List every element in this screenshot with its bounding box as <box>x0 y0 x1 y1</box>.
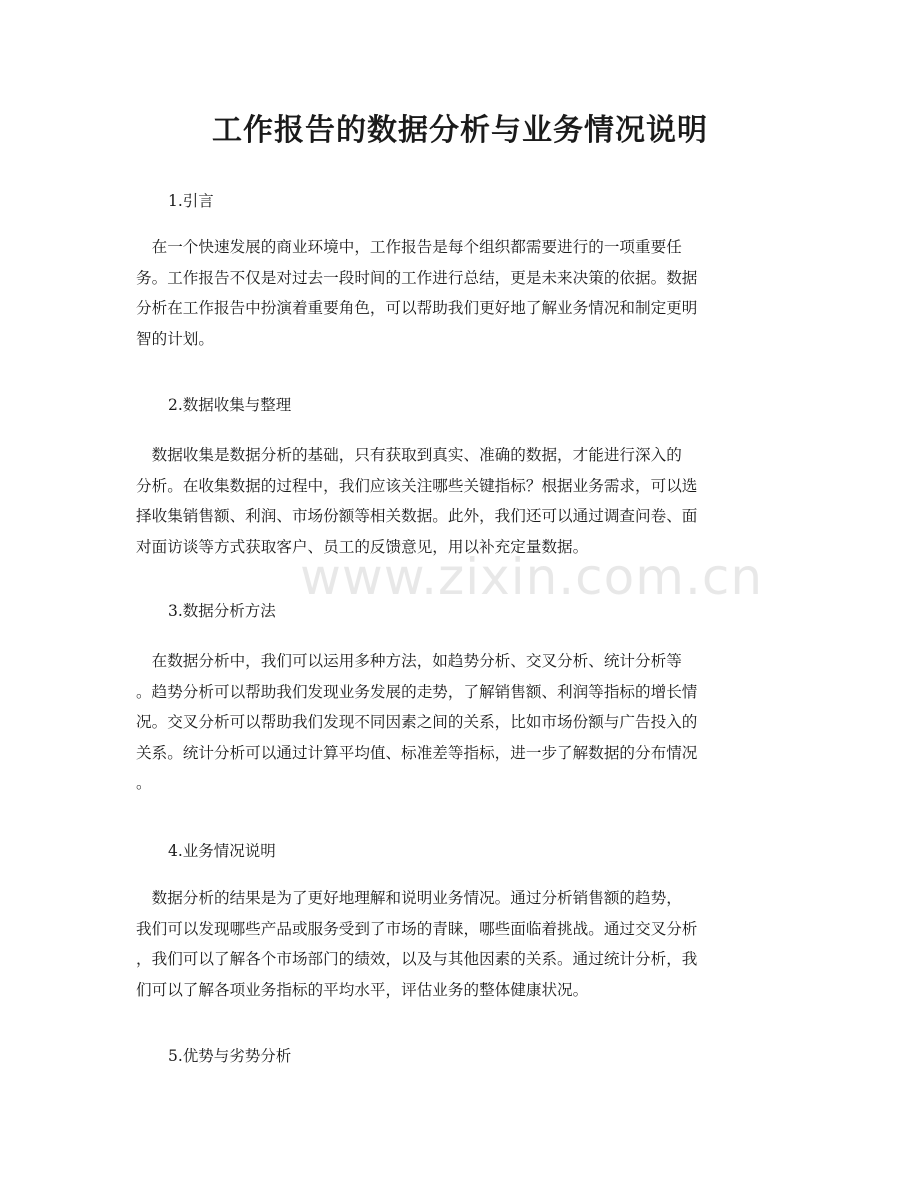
paragraph-line: 。 <box>136 774 152 792</box>
paragraph-line: 对面访谈等方式获取客户、员工的反馈意见，用以补充定量数据。 <box>136 537 589 556</box>
section-heading-5: 5.优势与劣势分析 <box>168 1047 292 1065</box>
paragraph-line: 数据分析的结果是为了更好地理解和说明业务情况。通过分析销售额的趋势， <box>136 889 682 907</box>
paragraph-line: 智的计划。 <box>136 329 214 348</box>
paragraph-line: 数据收集是数据分析的基础，只有获取到真实、准确的数据，才能进行深入的 <box>136 446 682 464</box>
section-paragraph-2 <box>136 440 784 562</box>
paragraph-line: 分析。在收集数据的过程中，我们应该关注哪些关键指标？根据业务需求，可以选 <box>136 476 698 495</box>
section-heading-1: 1.引言 <box>168 192 214 210</box>
section-heading-2: 2.数据收集与整理 <box>168 396 292 414</box>
section-paragraph-3 <box>136 646 784 799</box>
paragraph-line: 务。工作报告不仅是对过去一段时间的工作进行总结，更是未来决策的依据。数据 <box>136 268 698 287</box>
paragraph-line: 在一个快速发展的商业环境中，工作报告是每个组织都需要进行的一项重要任 <box>136 238 682 256</box>
paragraph-line: 们可以了解各项业务指标的平均水平，评估业务的整体健康状况。 <box>136 980 589 999</box>
paragraph-line: 况。交叉分析可以帮助我们发现不同因素之间的关系，比如市场份额与广告投入的 <box>136 713 698 731</box>
paragraph-line: 。趋势分析可以帮助我们发现业务发展的走势，了解销售额、利润等指标的增长情 <box>136 682 698 701</box>
paragraph-line: 关系。统计分析可以通过计算平均值、标准差等指标，进一步了解数据的分布情况 <box>136 743 698 762</box>
paragraph-line: 我们可以发现哪些产品或服务受到了市场的青睐，哪些面临着挑战。通过交叉分析 <box>136 919 698 938</box>
paragraph-line: 在数据分析中，我们可以运用多种方法，如趋势分析、交叉分析、统计分析等 <box>136 652 682 670</box>
section-paragraph-4 <box>136 883 784 1005</box>
document-title: 工作报告的数据分析与业务情况说明 <box>212 113 708 148</box>
paragraph-line: ，我们可以了解各个市场部门的绩效，以及与其他因素的关系。通过统计分析，我 <box>136 950 698 968</box>
section-heading-4: 4.业务情况说明 <box>168 842 276 860</box>
section-paragraph-1 <box>136 232 784 354</box>
watermark-text: www.zixin.com.cn <box>300 548 764 606</box>
section-heading-3: 3.数据分析方法 <box>168 602 276 620</box>
paragraph-line: 分析在工作报告中扮演着重要角色，可以帮助我们更好地了解业务情况和制定更明 <box>136 299 698 317</box>
paragraph-line: 择收集销售额、利润、市场份额等相关数据。此外，我们还可以通过调查问卷、面 <box>136 507 698 525</box>
